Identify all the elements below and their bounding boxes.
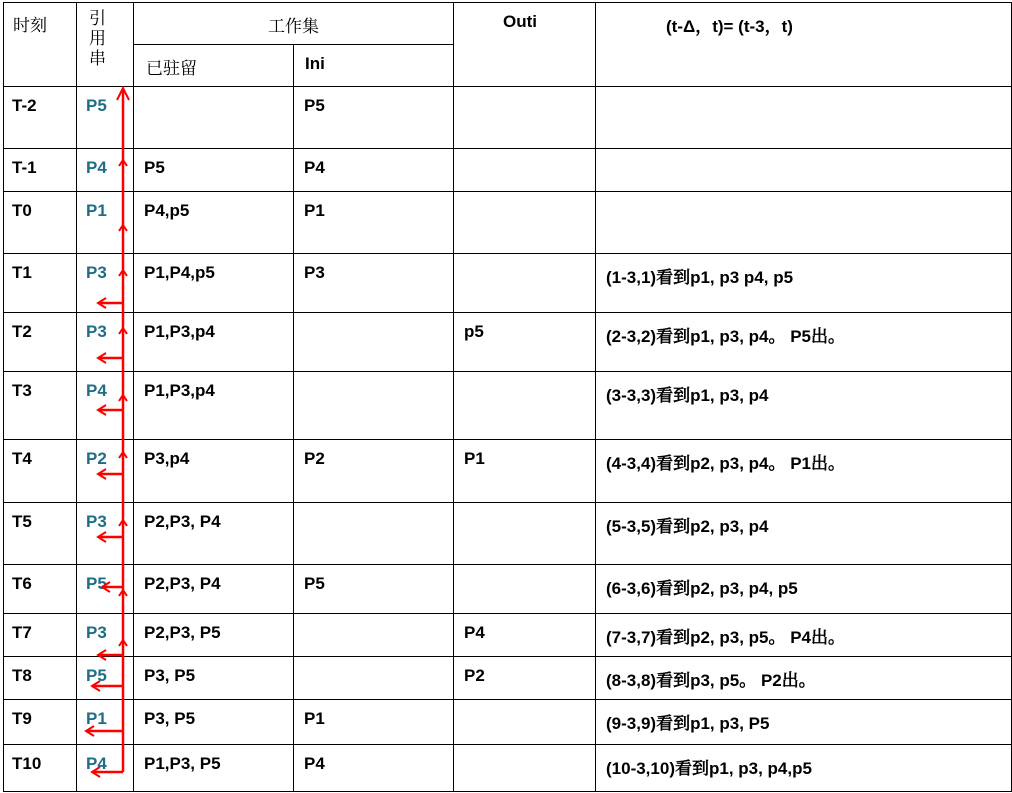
- resident-pages: P5: [144, 158, 165, 177]
- out-page-cell: [454, 372, 596, 440]
- header-time: 时刻: [13, 16, 47, 36]
- in-page-cell: [294, 503, 454, 565]
- time-label-cell: [4, 657, 77, 700]
- time-label: T4: [12, 449, 32, 468]
- in-page-cell: [294, 372, 454, 440]
- window-text: [596, 313, 1011, 347]
- in-page: P5: [304, 96, 325, 115]
- resident-pages: P1,P3,p4: [144, 322, 215, 341]
- window-text-cell: [596, 149, 1012, 192]
- window-text-cell: [596, 657, 1012, 700]
- ref-page-cell: [77, 657, 134, 700]
- out-page: [454, 503, 595, 512]
- in-page-cell: [294, 657, 454, 700]
- out-page-cell: [454, 745, 596, 792]
- time-label: T-1: [12, 158, 37, 177]
- header-in: Ini: [305, 54, 325, 73]
- ref-page: P5: [86, 666, 107, 685]
- resident-pages: P1,P3,p4: [144, 381, 215, 400]
- time-label-cell: [4, 503, 77, 565]
- time-label: T10: [12, 754, 42, 773]
- header-in-cell: [294, 45, 454, 87]
- window-text: (3-3,3)看到p1, p3, p4: [606, 386, 769, 405]
- window-text-cell: [596, 745, 1012, 792]
- out-page-cell: [454, 254, 596, 313]
- in-page: P4: [304, 754, 325, 773]
- resident-pages: P1,P4,p5: [144, 263, 215, 282]
- in-page: [294, 503, 453, 512]
- time-label: T3: [12, 381, 32, 400]
- out-page: [454, 254, 595, 263]
- resident-pages: P2,P3, P4: [144, 512, 221, 531]
- in-page: P3: [304, 263, 325, 282]
- time-label-cell: [4, 614, 77, 657]
- ref-page-cell: [77, 254, 134, 313]
- window-text: (1-3,1)看到p1, p3 p4, p5: [606, 268, 794, 287]
- out-page-cell: [454, 149, 596, 192]
- resident-pages-cell: [134, 700, 294, 745]
- out-page-cell: [454, 657, 596, 700]
- in-page-cell: [294, 254, 454, 313]
- header-ref-char: 串: [89, 49, 106, 69]
- resident-pages-cell: [134, 192, 294, 254]
- ref-page: P5: [86, 574, 107, 593]
- table-row: [4, 313, 1012, 372]
- ref-page-cell: [77, 149, 134, 192]
- time-label: T9: [12, 709, 32, 728]
- time-label: T5: [12, 512, 32, 531]
- window-text-main: (7-3,7)看到p2, p3, p5。: [606, 628, 786, 647]
- ref-page: P3: [86, 263, 107, 282]
- out-page: P2: [464, 666, 485, 685]
- resident-pages-cell: [134, 149, 294, 192]
- ref-page-cell: [77, 192, 134, 254]
- ref-page-cell: [77, 372, 134, 440]
- resident-pages: P3, P5: [144, 709, 196, 728]
- time-label-cell: [4, 254, 77, 313]
- header-ref-cell: [77, 3, 134, 87]
- in-page: P5: [304, 574, 325, 593]
- resident-pages-cell: [134, 503, 294, 565]
- window-text-main: (2-3,2)看到p1, p3, p4。: [606, 327, 786, 346]
- time-label-cell: [4, 700, 77, 745]
- out-page-cell: [454, 313, 596, 372]
- in-page: P1: [304, 201, 325, 220]
- in-page: [294, 313, 453, 322]
- window-text: [596, 149, 1011, 158]
- header-ref-char: 引: [89, 9, 106, 29]
- resident-pages-cell: [134, 657, 294, 700]
- ref-page: P5: [86, 96, 107, 115]
- resident-pages: P4,p5: [144, 201, 190, 220]
- window-text-cell: [596, 503, 1012, 565]
- in-page-cell: [294, 565, 454, 614]
- out-page: [454, 149, 595, 158]
- resident-pages-cell: [134, 87, 294, 149]
- table-row: [4, 657, 1012, 700]
- ref-page: P4: [86, 158, 107, 177]
- table-row: [4, 565, 1012, 614]
- window-text: (9-3,9)看到p1, p3, P5: [606, 714, 770, 733]
- in-page-cell: [294, 440, 454, 503]
- resident-pages-cell: [134, 372, 294, 440]
- ref-page-cell: [77, 87, 134, 149]
- window-text-main: (8-3,8)看到p3, p5。: [606, 671, 757, 690]
- out-page: [454, 372, 595, 381]
- window-text-cell: [596, 700, 1012, 745]
- header-out: Outi: [503, 12, 537, 31]
- in-page: [294, 372, 453, 381]
- in-page-cell: [294, 313, 454, 372]
- window-text-cell: [596, 313, 1012, 372]
- window-text-main: (4-3,4)看到p2, p3, p4。: [606, 454, 786, 473]
- ref-page: P1: [86, 709, 107, 728]
- header-ref-string: [77, 3, 133, 69]
- resident-pages: [134, 87, 293, 96]
- resident-pages: P3,p4: [144, 449, 190, 468]
- window-text: [596, 192, 1011, 201]
- out-page: [454, 192, 595, 201]
- in-page-cell: [294, 149, 454, 192]
- out-page-cell: [454, 440, 596, 503]
- table-row: [4, 87, 1012, 149]
- in-page-cell: [294, 87, 454, 149]
- out-page-cell: [454, 503, 596, 565]
- table-row: [4, 372, 1012, 440]
- resident-pages-cell: [134, 440, 294, 503]
- window-text-cell: [596, 565, 1012, 614]
- window-text: [596, 614, 1011, 648]
- window-text-cell: [596, 192, 1012, 254]
- in-page: [294, 614, 453, 623]
- time-label: T6: [12, 574, 32, 593]
- window-text: (5-3,5)看到p2, p3, p4: [606, 517, 769, 536]
- table-row: [4, 503, 1012, 565]
- window-text-out: P5出。: [790, 327, 846, 346]
- time-label-cell: [4, 440, 77, 503]
- out-page: P1: [464, 449, 485, 468]
- header-resident: 已驻留: [146, 59, 197, 79]
- ref-page-cell: [77, 745, 134, 792]
- out-page-cell: [454, 700, 596, 745]
- table-row: [4, 254, 1012, 313]
- header-window: (t-Δ，t)= (t-3，t): [666, 17, 793, 36]
- in-page-cell: [294, 700, 454, 745]
- out-page-cell: [454, 614, 596, 657]
- window-text: [596, 657, 1011, 691]
- window-text-cell: [596, 254, 1012, 313]
- table-row: [4, 440, 1012, 503]
- header-ref-char: 用: [89, 29, 106, 49]
- header-working-set-cell: [134, 3, 454, 45]
- window-text: (10-3,10)看到p1, p3, p4,p5: [606, 759, 812, 778]
- ref-page: P4: [86, 381, 107, 400]
- out-page-cell: [454, 87, 596, 149]
- table-row: [4, 192, 1012, 254]
- out-page: p5: [464, 322, 484, 341]
- ref-page: P3: [86, 322, 107, 341]
- in-page: P4: [304, 158, 325, 177]
- time-label-cell: [4, 745, 77, 792]
- out-page: [454, 745, 595, 754]
- ref-page-cell: [77, 700, 134, 745]
- header-time-cell: [4, 3, 77, 87]
- resident-pages: P2,P3, P5: [144, 623, 221, 642]
- ref-page: P2: [86, 449, 107, 468]
- header-window-cell: [596, 3, 1012, 87]
- out-page: [454, 700, 595, 709]
- out-page-cell: [454, 565, 596, 614]
- table-row: [4, 745, 1012, 792]
- time-label-cell: [4, 565, 77, 614]
- resident-pages-cell: [134, 565, 294, 614]
- window-text: [596, 87, 1011, 96]
- resident-pages-cell: [134, 745, 294, 792]
- ref-page: P3: [86, 623, 107, 642]
- time-label-cell: [4, 372, 77, 440]
- in-page-cell: [294, 745, 454, 792]
- table-row: [4, 700, 1012, 745]
- in-page: P2: [304, 449, 325, 468]
- resident-pages: P2,P3, P4: [144, 574, 221, 593]
- ref-page-cell: [77, 503, 134, 565]
- window-text-out: P2出。: [760, 671, 816, 690]
- resident-pages-cell: [134, 313, 294, 372]
- header-resident-cell: [134, 45, 294, 87]
- time-label: T8: [12, 666, 32, 685]
- table-row: [4, 149, 1012, 192]
- window-text-cell: [596, 614, 1012, 657]
- ref-page: P3: [86, 512, 107, 531]
- time-label: T2: [12, 322, 32, 341]
- out-page-cell: [454, 192, 596, 254]
- resident-pages: P3, P5: [144, 666, 196, 685]
- time-label-cell: [4, 87, 77, 149]
- resident-pages-cell: [134, 254, 294, 313]
- resident-pages-cell: [134, 614, 294, 657]
- table-row: [4, 614, 1012, 657]
- in-page: P1: [304, 709, 325, 728]
- in-page: [294, 657, 453, 666]
- ref-page-cell: [77, 313, 134, 372]
- working-set-table: [3, 2, 1012, 792]
- time-label: T7: [12, 623, 32, 642]
- out-page: [454, 565, 595, 574]
- window-text: (6-3,6)看到p2, p3, p4, p5: [606, 579, 798, 598]
- ref-page-cell: [77, 614, 134, 657]
- time-label: T-2: [12, 96, 37, 115]
- header-out-cell: [454, 3, 596, 87]
- time-label-cell: [4, 313, 77, 372]
- in-page-cell: [294, 192, 454, 254]
- ref-page-cell: [77, 440, 134, 503]
- window-text-cell: [596, 440, 1012, 503]
- header-working-set: 工作集: [268, 17, 319, 37]
- ref-page: P4: [86, 754, 107, 773]
- out-page: P4: [464, 623, 485, 642]
- window-text-out: P4出。: [790, 628, 846, 647]
- ref-page-cell: [77, 565, 134, 614]
- time-label: T1: [12, 263, 32, 282]
- window-text-cell: [596, 372, 1012, 440]
- window-text: [596, 440, 1011, 474]
- out-page: [454, 87, 595, 96]
- time-label: T0: [12, 201, 32, 220]
- resident-pages: P1,P3, P5: [144, 754, 221, 773]
- window-text-out: P1出。: [790, 454, 846, 473]
- ref-page: P1: [86, 201, 107, 220]
- window-text-cell: [596, 87, 1012, 149]
- in-page-cell: [294, 614, 454, 657]
- time-label-cell: [4, 149, 77, 192]
- time-label-cell: [4, 192, 77, 254]
